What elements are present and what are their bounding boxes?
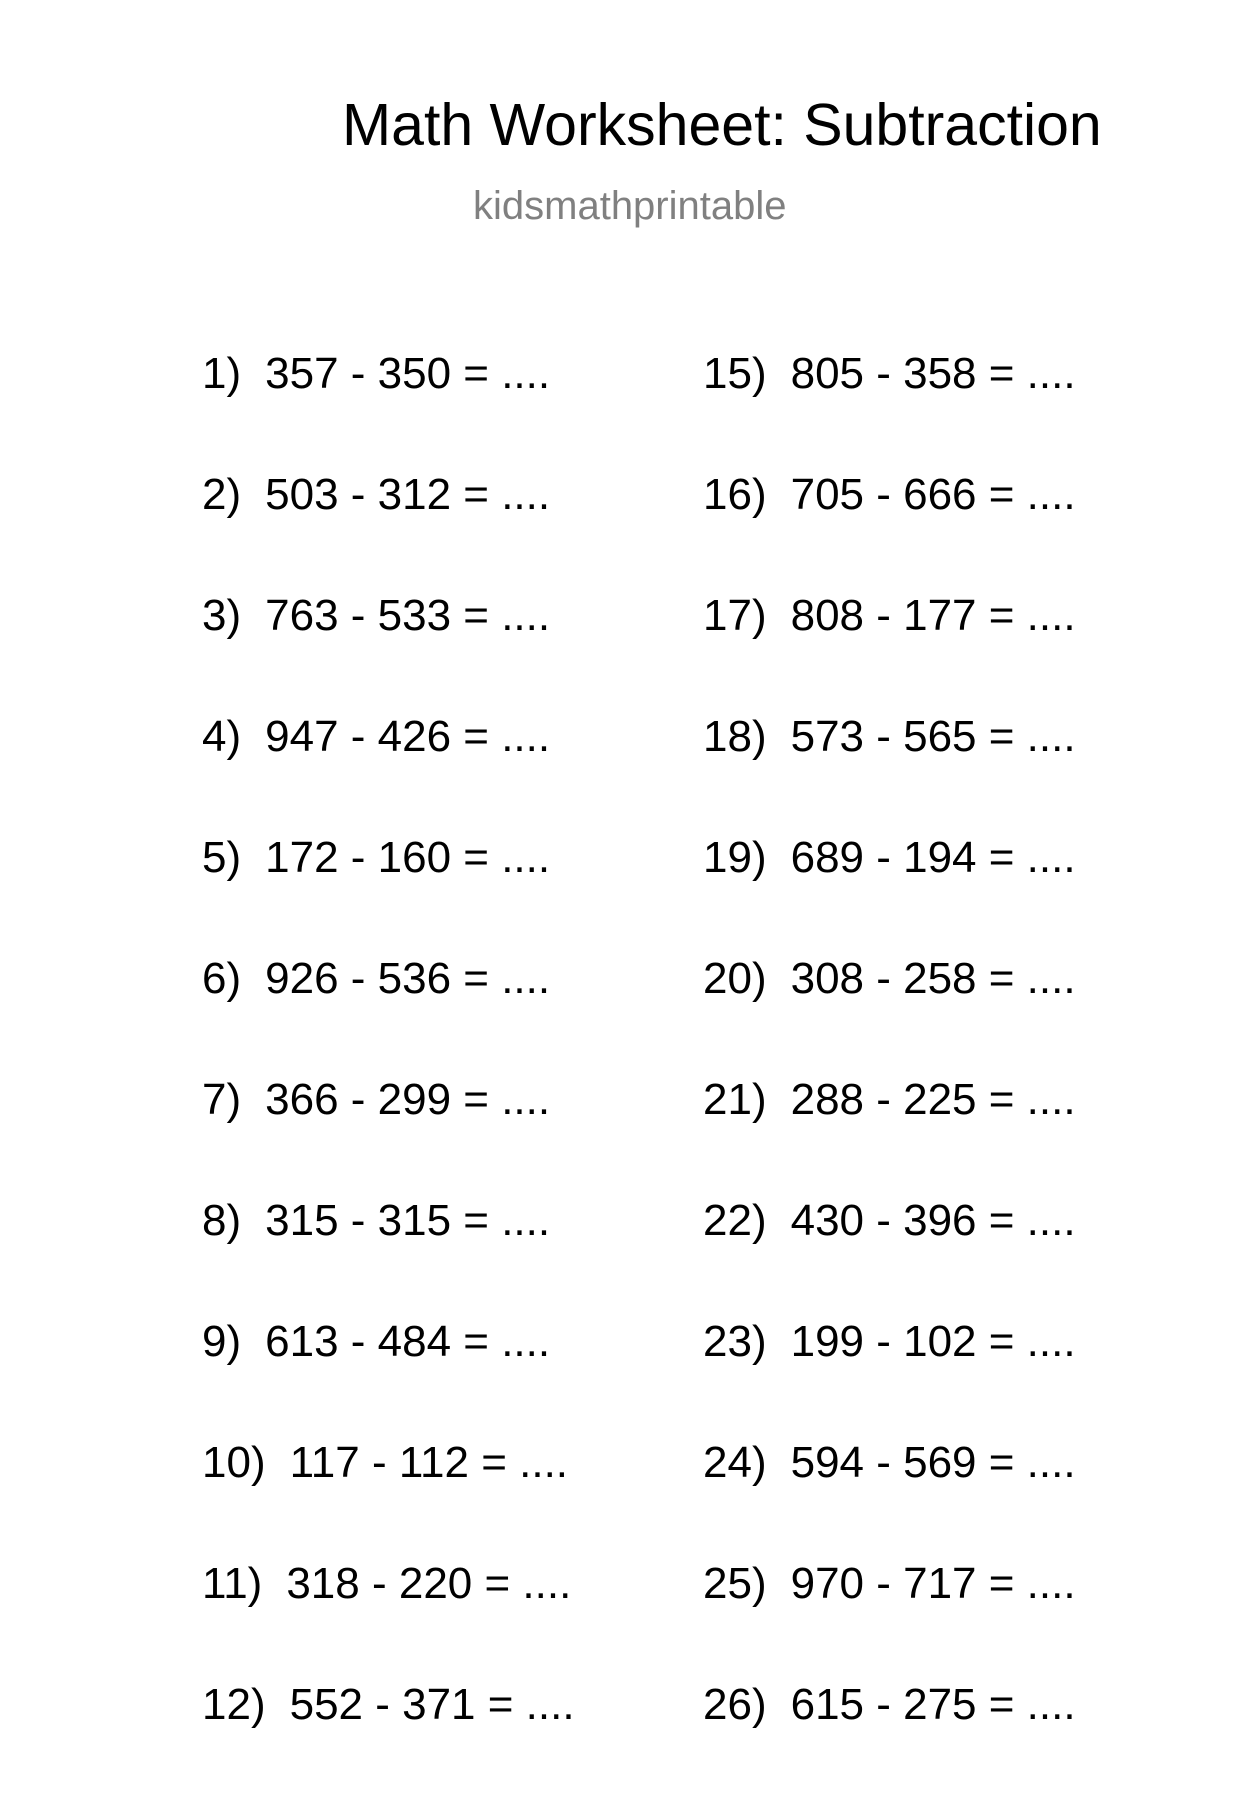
problem-number: 3) bbox=[202, 591, 242, 640]
problem-number: 9) bbox=[202, 1317, 242, 1366]
problem-number: 17) bbox=[703, 591, 767, 640]
problem-number: 23) bbox=[703, 1317, 767, 1366]
problem-number: 1) bbox=[202, 349, 242, 398]
problem-expression: 689 - 194 = .... bbox=[790, 833, 1076, 882]
problem-item bbox=[703, 349, 1076, 473]
problem-item bbox=[202, 591, 575, 715]
problem-item bbox=[703, 591, 1076, 715]
problem-item bbox=[202, 1196, 575, 1320]
problem-number: 16) bbox=[703, 470, 767, 519]
problem-number: 10) bbox=[202, 1438, 266, 1487]
problem-item bbox=[202, 349, 575, 473]
problem-number: 25) bbox=[703, 1559, 767, 1608]
problem-expression: 613 - 484 = .... bbox=[265, 1317, 551, 1366]
page-subtitle: kidsmathprintable bbox=[473, 184, 787, 228]
problem-number: 22) bbox=[703, 1196, 767, 1245]
problem-item bbox=[703, 1317, 1076, 1441]
problem-expression: 615 - 275 = .... bbox=[790, 1680, 1076, 1729]
problem-item bbox=[703, 1438, 1076, 1562]
problem-expression: 366 - 299 = .... bbox=[265, 1075, 551, 1124]
problem-expression: 308 - 258 = .... bbox=[790, 954, 1076, 1003]
problem-number: 21) bbox=[703, 1075, 767, 1124]
problem-column-left bbox=[202, 349, 575, 1804]
problem-expression: 705 - 666 = .... bbox=[790, 470, 1076, 519]
problem-item bbox=[202, 1438, 575, 1562]
problem-item bbox=[703, 1075, 1076, 1199]
problem-number: 24) bbox=[703, 1438, 767, 1487]
problem-number: 20) bbox=[703, 954, 767, 1003]
problem-item bbox=[703, 1559, 1076, 1683]
problem-number: 7) bbox=[202, 1075, 242, 1124]
problem-item bbox=[703, 954, 1076, 1078]
problem-expression: 117 - 112 = .... bbox=[289, 1438, 569, 1487]
problem-expression: 318 - 220 = .... bbox=[286, 1559, 572, 1608]
problem-number: 4) bbox=[202, 712, 242, 761]
problem-item bbox=[202, 1317, 575, 1441]
problem-item bbox=[703, 833, 1076, 957]
problem-number: 11) bbox=[202, 1559, 263, 1608]
problem-expression: 172 - 160 = .... bbox=[265, 833, 551, 882]
problem-expression: 805 - 358 = .... bbox=[790, 349, 1076, 398]
problem-number: 8) bbox=[202, 1196, 242, 1245]
problem-expression: 573 - 565 = .... bbox=[790, 712, 1076, 761]
problem-expression: 357 - 350 = .... bbox=[265, 349, 551, 398]
problem-expression: 594 - 569 = .... bbox=[790, 1438, 1076, 1487]
problem-expression: 430 - 396 = .... bbox=[790, 1196, 1076, 1245]
problem-number: 5) bbox=[202, 833, 242, 882]
problem-expression: 315 - 315 = .... bbox=[265, 1196, 551, 1245]
problem-item bbox=[202, 1559, 575, 1683]
problem-expression: 926 - 536 = .... bbox=[265, 954, 551, 1003]
problem-item bbox=[703, 1680, 1076, 1804]
problem-number: 18) bbox=[703, 712, 767, 761]
problem-item bbox=[703, 712, 1076, 836]
problem-number: 2) bbox=[202, 470, 242, 519]
problem-expression: 199 - 102 = .... bbox=[790, 1317, 1076, 1366]
problem-number: 12) bbox=[202, 1680, 266, 1729]
problem-item bbox=[202, 712, 575, 836]
problem-item bbox=[703, 470, 1076, 594]
problem-item bbox=[202, 470, 575, 594]
problem-item bbox=[703, 1196, 1076, 1320]
problem-number: 15) bbox=[703, 349, 767, 398]
problem-number: 19) bbox=[703, 833, 767, 882]
problem-expression: 970 - 717 = .... bbox=[790, 1559, 1076, 1608]
problem-expression: 552 - 371 = .... bbox=[289, 1680, 575, 1729]
problem-number: 6) bbox=[202, 954, 242, 1003]
problem-item bbox=[202, 1075, 575, 1199]
problem-number: 26) bbox=[703, 1680, 767, 1729]
problem-expression: 288 - 225 = .... bbox=[790, 1075, 1076, 1124]
problem-expression: 763 - 533 = .... bbox=[265, 591, 551, 640]
problem-item bbox=[202, 833, 575, 957]
problem-expression: 808 - 177 = .... bbox=[790, 591, 1076, 640]
problem-item bbox=[202, 954, 575, 1078]
problem-expression: 947 - 426 = .... bbox=[265, 712, 551, 761]
problem-column-right bbox=[703, 349, 1076, 1804]
problem-item bbox=[202, 1680, 575, 1804]
problem-expression: 503 - 312 = .... bbox=[265, 470, 551, 519]
page-title: Math Worksheet: Subtraction bbox=[342, 92, 1102, 158]
